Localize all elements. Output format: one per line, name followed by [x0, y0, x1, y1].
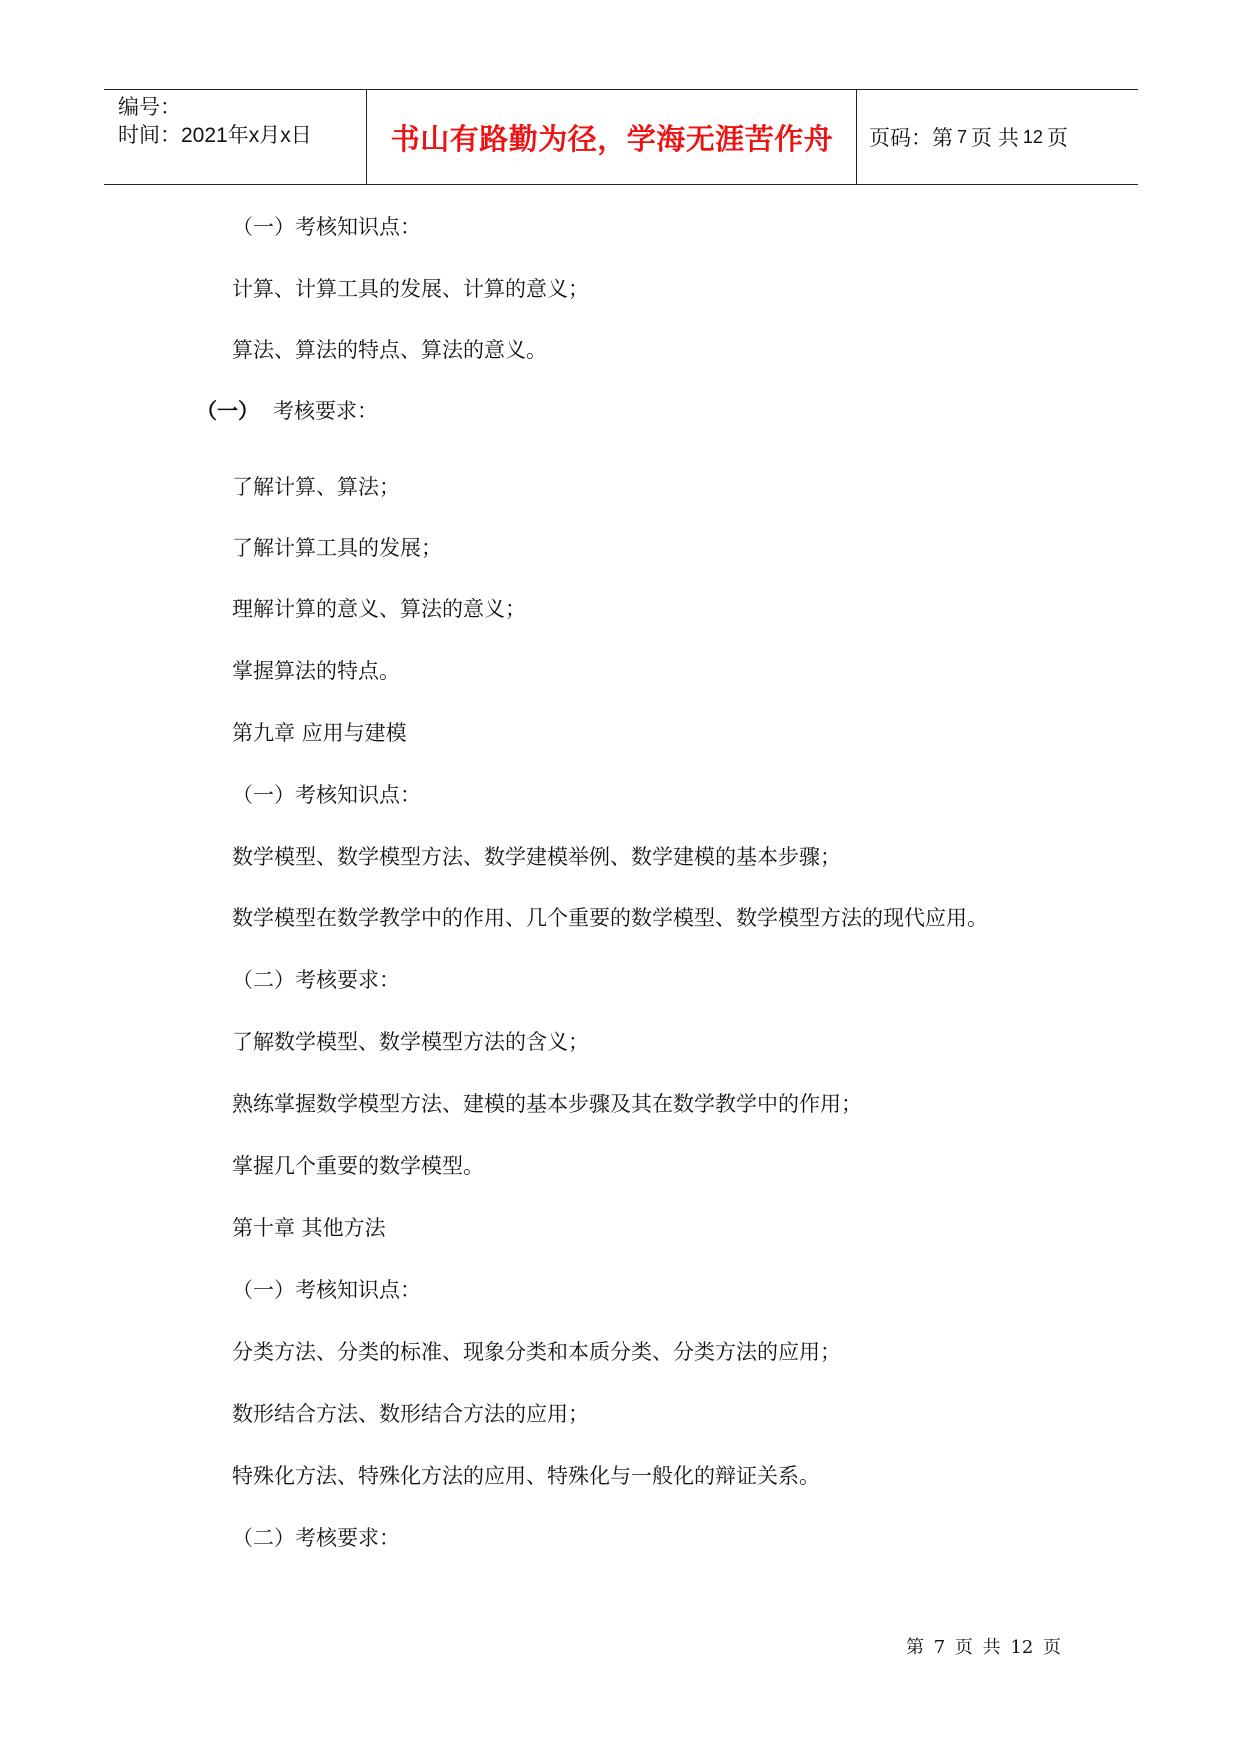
header-motto: 书山有路勤为径，学海无涯苦作舟	[390, 121, 834, 156]
body-line: 数形结合方法、数形结合方法的应用；	[232, 1402, 589, 1426]
chapter-heading: 第九章 应用与建模	[232, 721, 407, 745]
body-line: 掌握几个重要的数学模型。	[232, 1154, 484, 1178]
list-marker: （一）	[196, 398, 259, 423]
body-line: （一）考核知识点：	[232, 215, 421, 239]
body-line: 算法、算法的特点、算法的意义。	[232, 338, 547, 362]
header-divider	[856, 90, 857, 184]
chapter-heading: 第十章 其他方法	[232, 1216, 386, 1240]
page-number: 7	[957, 126, 968, 147]
body-line: 数学模型在数学教学中的作用、几个重要的数学模型、数学模型方法的现代应用。	[232, 906, 988, 930]
doc-time-label: 时间：2021年x月x日	[118, 124, 312, 147]
header-meta	[118, 94, 312, 150]
body-line: 了解计算工具的发展；	[232, 536, 442, 560]
body-line: 掌握算法的特点。	[232, 659, 400, 683]
header-page-info	[869, 90, 1068, 184]
body-line	[196, 396, 378, 426]
body-line: 分类方法、分类的标准、现象分类和本质分类、分类方法的应用；	[232, 1340, 841, 1364]
footer-page-total: 12	[1010, 1637, 1034, 1658]
page-header	[104, 89, 1138, 185]
footer-page-number: 7	[933, 1637, 946, 1658]
page-footer	[904, 1633, 1063, 1659]
doc-number-label: 编号：	[118, 96, 181, 119]
body-line: 熟练掌握数学模型方法、建模的基本步骤及其在数学教学中的作用；	[232, 1092, 862, 1116]
body-line: 理解计算的意义、算法的意义；	[232, 597, 526, 621]
body-line: 了解数学模型、数学模型方法的含义；	[232, 1030, 589, 1054]
body-line: 计算、计算工具的发展、计算的意义；	[232, 277, 589, 301]
footer-b: 页	[954, 1637, 973, 1658]
body-line: 了解计算、算法；	[232, 475, 400, 499]
body-line: 数学模型、数学模型方法、数学建模举例、数学建模的基本步骤；	[232, 845, 841, 869]
footer-a: 第	[906, 1637, 924, 1658]
body-line: （一）考核知识点：	[232, 783, 421, 807]
body-line: 特殊化方法、特殊化方法的应用、特殊化与一般化的辩证关系。	[232, 1464, 820, 1488]
page-prefix: 页码：第	[869, 127, 953, 150]
page-mid: 页 共	[971, 127, 1019, 150]
body-line: （二）考核要求：	[232, 968, 400, 992]
footer-d: 页	[1043, 1637, 1062, 1658]
body-line: （二）考核要求：	[232, 1526, 400, 1550]
body-line: （一）考核知识点：	[232, 1278, 421, 1302]
body-line-text: 考核要求：	[273, 399, 378, 423]
header-divider	[366, 90, 367, 184]
page-suffix: 页	[1046, 127, 1068, 150]
footer-c: 共	[982, 1637, 1001, 1658]
page-total: 12	[1022, 126, 1043, 147]
